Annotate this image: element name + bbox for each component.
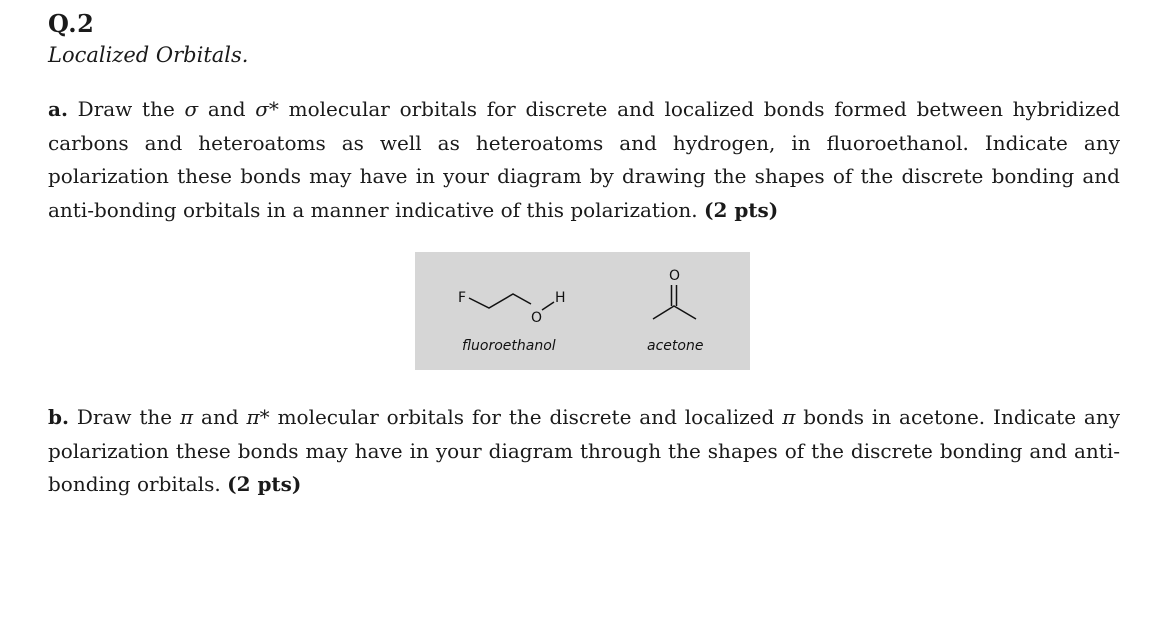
pi-symbol: π (180, 405, 194, 429)
part-b-points: (2 pts) (227, 472, 302, 496)
fluoroethanol-atom-o: O (531, 310, 543, 326)
pi-symbol-2: π (782, 405, 796, 429)
part-b-text-2: and (193, 405, 247, 429)
part-b-text-1: Draw the (68, 405, 180, 429)
fluoroethanol-atom-f: F (458, 290, 467, 306)
fluoroethanol-oh-bond (542, 302, 554, 310)
pi-star-symbol: π* (246, 405, 270, 429)
fluoroethanol-label: fluoroethanol (462, 338, 556, 354)
acetone-structure (653, 268, 696, 319)
part-a-text-2: and (198, 97, 256, 121)
part-b-text-3: molecular orbitals for the discrete and localized (269, 405, 783, 429)
part-a-paragraph (48, 93, 1120, 227)
fluoroethanol-atom-h: H (555, 290, 566, 306)
part-a-text-1: Draw the (67, 97, 185, 121)
part-b-letter: b. (48, 405, 69, 429)
molecule-figure (415, 252, 750, 370)
fluoroethanol-structure (458, 290, 566, 326)
question-title: Localized Orbitals. (48, 43, 249, 67)
part-b-paragraph (48, 401, 1120, 502)
sigma-symbol: σ (184, 97, 199, 121)
part-a-text-3: molecular orbitals for discrete and localized bonds formed between hybridized carbons and heteroatoms as well as heteroatoms and hydrogen, in fluoroethanol. Indicate any polarization these bonds may have in your diagram by drawing the shapes of the discrete bonding and anti-bonding orbitals in a manner indicative of this polarization. (48, 97, 1120, 222)
acetone-label: acetone (647, 338, 704, 354)
fluoroethanol-carbon-chain (469, 294, 531, 308)
question-number: Q.2 (48, 9, 95, 38)
part-a-points: (2 pts) (703, 197, 779, 222)
acetone-atom-o: O (669, 268, 681, 284)
part-b-text-4: bonds in acetone. Indicate any polarization these bonds may have in your diagram through the shapes of the discrete bonding and anti-bonding orbitals. (48, 405, 1121, 496)
sigma-star-symbol: σ* (255, 97, 279, 121)
acetone-methyl-bonds (653, 306, 696, 319)
part-a-letter: a. (48, 97, 68, 121)
